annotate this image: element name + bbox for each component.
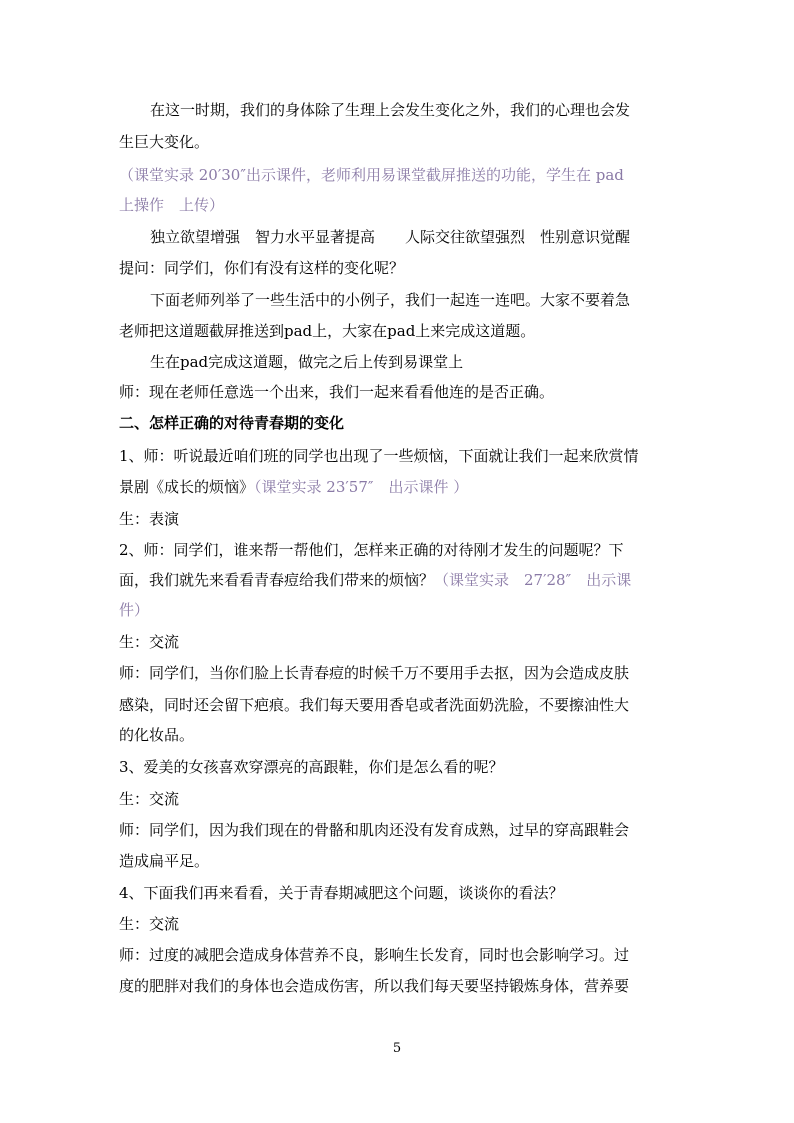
paragraph-text: 面，我们就先来看看青春痘给我们带来的烦恼？ — [119, 571, 435, 589]
page-number: 5 — [392, 1041, 402, 1056]
paragraph-line: 在这一时期，我们的身体除了生理上会发生变化之外，我们的心理也会发 — [150, 101, 631, 119]
paragraph-line: 提问：同学们，你们有没有这样的变化呢？ — [119, 259, 405, 277]
classroom-record-note: 上操作 上传） — [119, 196, 225, 214]
paragraph-line: 师：现在老师任意选一个出来，我们一起来看看他连的是否正确。 — [119, 383, 555, 401]
paragraph-line: 4、下面我们再来看看，关于青春期减肥这个问题，谈谈你的看法？ — [119, 884, 564, 902]
paragraph-line: 生：表演 — [119, 510, 180, 528]
paragraph-line: 3、爱美的女孩喜欢穿漂亮的高跟鞋，你们是怎么看的呢？ — [119, 758, 504, 776]
paragraph-line: 造成扁平足。 — [119, 852, 210, 870]
paragraph-line — [119, 570, 631, 590]
classroom-record-note: （课堂实录 27′28″ 出示课 — [434, 571, 632, 589]
section-heading: 二、怎样正确的对待青春期的变化 — [119, 414, 345, 432]
paragraph-line: 2、师：同学们，谁来帮一帮他们，怎样来正确的对待刚才发生的问题呢？下 — [119, 541, 624, 559]
paragraph-line: 感染，同时还会留下疤痕。我们每天要用香皂或者洗面奶洗脸，不要擦油性大 — [119, 696, 630, 714]
classroom-record-note: （课堂实录 23′57″ 出示课件 ） — [254, 478, 469, 496]
paragraph-line: 1、师：听说最近咱们班的同学也出现了一些烦恼，下面就让我们一起来欣赏情 — [119, 447, 639, 465]
paragraph-line: 老师把这道题截屏推送到pad上，大家在pad上来完成这道题。 — [119, 322, 536, 340]
paragraph-line: 的化妆品。 — [119, 726, 195, 744]
paragraph-line: 生：交流 — [119, 633, 180, 651]
paragraph-line: 生：交流 — [119, 915, 180, 933]
paragraph-line: 师：同学们，当你们脸上长青春痘的时候千万不要用手去抠，因为会造成皮肤 — [119, 664, 630, 682]
paragraph-line: 下面老师列举了一些生活中的小例子，我们一起连一连吧。大家不要着急 — [150, 291, 631, 309]
paragraph-line — [119, 477, 468, 497]
paragraph-line: 度的肥胖对我们的身体也会造成伤害，所以我们每天要坚持锻炼身体，营养要 — [119, 977, 630, 995]
paragraph-line: 独立欲望增强 智力水平显著提高 人际交往欲望强烈 性别意识觉醒 — [150, 228, 631, 246]
paragraph-text: 景剧《成长的烦恼》 — [119, 478, 255, 496]
paragraph-line: 生：交流 — [119, 790, 180, 808]
classroom-record-note: 件） — [119, 601, 150, 619]
classroom-record-note: （课堂实录 20′30″出示课件，老师利用易课堂截屏推送的功能，学生在 pad — [119, 166, 624, 184]
paragraph-line: 生巨大变化。 — [119, 133, 210, 151]
paragraph-line: 师：过度的减肥会造成身体营养不良，影响生长发育，同时也会影响学习。过 — [119, 946, 630, 964]
paragraph-line: 生在pad完成这道题，做完之后上传到易课堂上 — [150, 353, 464, 371]
paragraph-line: 师：同学们，因为我们现在的骨骼和肌肉还没有发育成熟，过早的穿高跟鞋会 — [119, 821, 630, 839]
